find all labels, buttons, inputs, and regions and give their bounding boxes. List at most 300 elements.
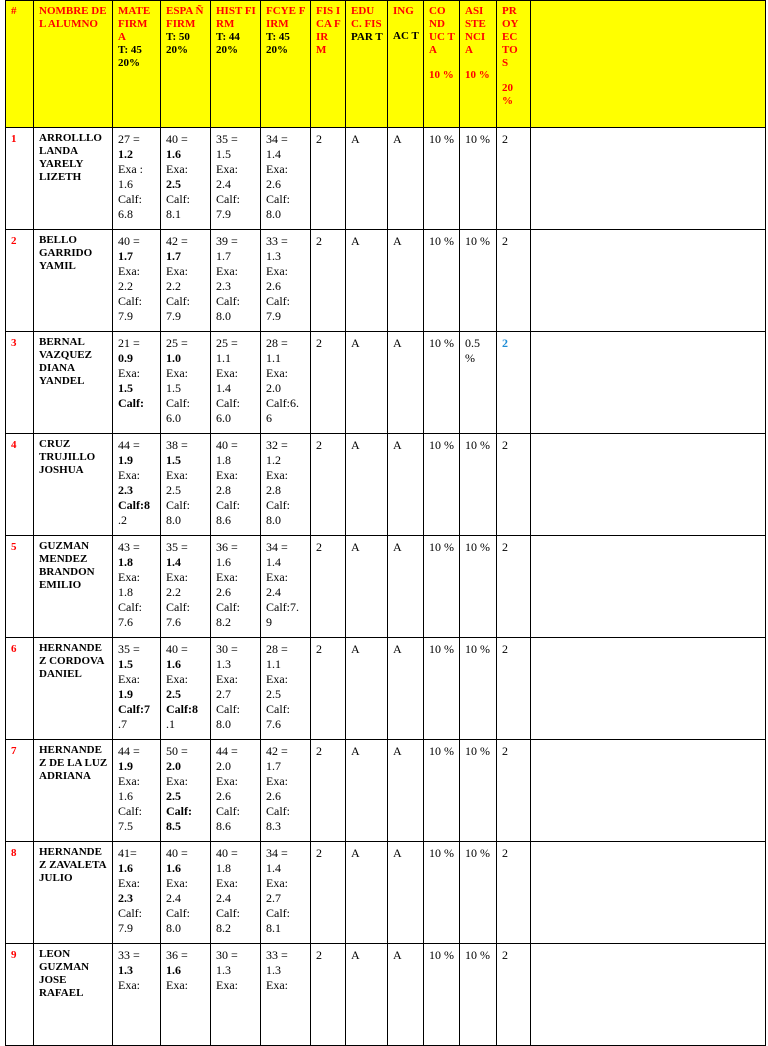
grade-espa-line: Exa: <box>166 162 188 176</box>
grade-fcye-line: 1.3 <box>266 963 281 977</box>
grade-espa-line: 2.5 <box>166 483 181 497</box>
grade-espa-line: Calf: <box>166 294 190 308</box>
empty-cell <box>531 944 766 1046</box>
proyectos-value: 2 <box>497 332 531 434</box>
grade-mate-line: 40 = <box>118 234 140 248</box>
educ-value: A <box>346 740 388 842</box>
student-name: GUZMAN MENDEZ BRANDON EMILIO <box>34 536 113 638</box>
grade-espa <box>161 944 211 1046</box>
grade-espa-line: 7.9 <box>166 309 181 323</box>
grade-hist-line: 1.6 <box>216 555 231 569</box>
student-name: BELLO GARRIDO YAMIL <box>34 230 113 332</box>
grade-hist-line: Calf: <box>216 804 240 818</box>
grade-fcye-line: 2.7 <box>266 891 281 905</box>
grade-fcye-line: Exa: <box>266 672 288 686</box>
conducta-value: 10 % <box>424 434 460 536</box>
grade-fcye-line: Exa: <box>266 774 288 788</box>
table-row <box>6 230 766 332</box>
grade-fcye-line: 6 <box>266 411 272 425</box>
proyectos-value: 2 <box>497 434 531 536</box>
grade-espa <box>161 740 211 842</box>
grade-mate-line: Exa: <box>118 264 140 278</box>
grade-fcye-line: 34 = <box>266 846 288 860</box>
educ-value: A <box>346 536 388 638</box>
grade-espa-line: Calf: <box>166 192 190 206</box>
table-row <box>6 740 766 842</box>
grade-hist <box>211 332 261 434</box>
grade-espa-line: 2.5 <box>166 789 181 803</box>
grade-mate-line: 1.9 <box>118 453 133 467</box>
grade-espa-line: 1.4 <box>166 555 181 569</box>
grade-fcye-line: 8.0 <box>266 207 281 221</box>
grade-espa-line: 2.4 <box>166 891 181 905</box>
grade-mate-line: 1.6 <box>118 177 133 191</box>
grade-hist-line: 44 = <box>216 744 238 758</box>
conducta-value: 10 % <box>424 740 460 842</box>
grade-fcye-line: 32 = <box>266 438 288 452</box>
ing-value: A <box>388 128 424 230</box>
grade-fcye-line: Exa: <box>266 978 288 992</box>
student-name: ARROLLLO LANDA YARELY LIZETH <box>34 128 113 230</box>
grade-espa <box>161 332 211 434</box>
grade-mate-line: 1.3 <box>118 963 133 977</box>
grade-mate <box>113 128 161 230</box>
grade-mate-line: 44 = <box>118 744 140 758</box>
educ-value: A <box>346 638 388 740</box>
grade-espa-line: 1.6 <box>166 963 181 977</box>
grade-fcye-line: 8.1 <box>266 921 281 935</box>
header-asistencia: ASI STE NCI A 10 % <box>460 1 497 128</box>
grade-mate-line: Calf: <box>118 804 142 818</box>
grade-fcye-line: 42 = <box>266 744 288 758</box>
grade-espa-line: 1.0 <box>166 351 181 365</box>
grade-espa-line: 1.5 <box>166 453 181 467</box>
grade-mate <box>113 638 161 740</box>
header-mate: MATE FIRM A T: 45 20% <box>113 1 161 128</box>
grade-fcye-line: 1.4 <box>266 861 281 875</box>
grade-hist-line: Calf: <box>216 702 240 716</box>
grade-hist <box>211 944 261 1046</box>
grade-hist-line: Exa: <box>216 876 238 890</box>
grade-hist-line: 35 = <box>216 132 238 146</box>
grade-espa-line: 42 = <box>166 234 188 248</box>
table-row <box>6 638 766 740</box>
educ-value: A <box>346 944 388 1046</box>
grade-espa-line: .1 <box>166 717 175 731</box>
grade-espa <box>161 536 211 638</box>
row-number: 4 <box>6 434 34 536</box>
grade-fcye-line: 28 = <box>266 336 288 350</box>
grade-hist-line: 36 = <box>216 540 238 554</box>
grade-fcye-line: 2.8 <box>266 483 281 497</box>
table-row <box>6 434 766 536</box>
grade-hist <box>211 230 261 332</box>
grade-fcye-line: 1.3 <box>266 249 281 263</box>
grade-espa <box>161 434 211 536</box>
grade-fcye-line: 2.4 <box>266 585 281 599</box>
table-row <box>6 944 766 1046</box>
grade-fcye-line: Calf: <box>266 192 290 206</box>
grade-hist-line: Calf: <box>216 906 240 920</box>
grade-espa-line: Calf: <box>166 600 190 614</box>
grade-mate-line: Exa: <box>118 876 140 890</box>
grade-mate-line: 1.9 <box>118 687 133 701</box>
grade-mate-line: 21 = <box>118 336 140 350</box>
conducta-value: 10 % <box>424 332 460 434</box>
grade-mate-line: 1.8 <box>118 555 133 569</box>
grade-espa-line: 25 = <box>166 336 188 350</box>
grade-hist-line: 1.1 <box>216 351 231 365</box>
grade-fcye-line: 34 = <box>266 540 288 554</box>
grade-hist-line: 8.2 <box>216 921 231 935</box>
empty-cell <box>531 638 766 740</box>
ing-value: A <box>388 536 424 638</box>
grade-fcye-line: Exa: <box>266 264 288 278</box>
grade-hist-line: 25 = <box>216 336 238 350</box>
grade-espa-line: Exa: <box>166 264 188 278</box>
grade-hist-line: 30 = <box>216 948 238 962</box>
grade-espa-line: Calf: <box>166 498 190 512</box>
grade-fcye <box>261 332 311 434</box>
row-number: 6 <box>6 638 34 740</box>
grade-fcye-line: Calf:7. <box>266 600 299 614</box>
asistencia-value: 10 % <box>460 434 497 536</box>
grade-mate <box>113 332 161 434</box>
grade-mate-line: 0.9 <box>118 351 133 365</box>
grade-mate-line: 7.5 <box>118 819 133 833</box>
grade-fcye <box>261 842 311 944</box>
grade-hist-line: 1.5 <box>216 147 231 161</box>
conducta-value: 10 % <box>424 536 460 638</box>
grade-espa-line: 36 = <box>166 948 188 962</box>
grade-fcye-line: 8.0 <box>266 513 281 527</box>
grade-hist-line: Calf: <box>216 294 240 308</box>
grade-fcye-line: 2.5 <box>266 687 281 701</box>
grade-espa-line: 6.0 <box>166 411 181 425</box>
grade-fcye-line: 1.2 <box>266 453 281 467</box>
grade-mate-line: Calf: <box>118 906 142 920</box>
fisica-value: 2 <box>311 128 346 230</box>
grade-hist-line: 8.6 <box>216 819 231 833</box>
proyectos-value: 2 <box>497 638 531 740</box>
grade-hist-line: 1.4 <box>216 381 231 395</box>
empty-cell <box>531 842 766 944</box>
grade-hist-line: 40 = <box>216 846 238 860</box>
grade-hist-line: Exa: <box>216 468 238 482</box>
grade-fcye-line: Calf: <box>266 804 290 818</box>
grade-fcye-line: 1.1 <box>266 351 281 365</box>
row-number: 3 <box>6 332 34 434</box>
proyectos-value: 2 <box>497 128 531 230</box>
grade-hist-line: 8.2 <box>216 615 231 629</box>
header-row <box>6 1 766 128</box>
grade-espa-line: 35 = <box>166 540 188 554</box>
asistencia-value: 10 % <box>460 230 497 332</box>
grade-espa <box>161 230 211 332</box>
grade-hist-line: 2.8 <box>216 483 231 497</box>
asistencia-value: 10 % <box>460 638 497 740</box>
grade-mate-line: Calf:7 <box>118 702 150 716</box>
grade-hist-line: 2.6 <box>216 585 231 599</box>
row-number: 1 <box>6 128 34 230</box>
grade-hist-line: Exa: <box>216 774 238 788</box>
grade-mate-line: Exa: <box>118 468 140 482</box>
grade-hist <box>211 740 261 842</box>
grade-mate <box>113 740 161 842</box>
grade-espa-line: Calf: <box>166 804 192 818</box>
grade-espa-line: 1.6 <box>166 861 181 875</box>
grade-hist <box>211 128 261 230</box>
grade-mate-line: .2 <box>118 513 127 527</box>
proyectos-value: 2 <box>497 536 531 638</box>
table-row <box>6 332 766 434</box>
grade-mate <box>113 230 161 332</box>
grade-fcye-line: Exa: <box>266 570 288 584</box>
educ-value: A <box>346 842 388 944</box>
ing-value: A <box>388 842 424 944</box>
educ-value: A <box>346 332 388 434</box>
empty-cell <box>531 230 766 332</box>
grade-hist-line: 8.0 <box>216 717 231 731</box>
grade-mate <box>113 434 161 536</box>
conducta-value: 10 % <box>424 230 460 332</box>
grade-fcye-line: Calf:6. <box>266 396 299 410</box>
grade-espa-line: Exa: <box>166 570 188 584</box>
grade-mate-line: 1.6 <box>118 861 133 875</box>
grade-espa-line: 1.6 <box>166 147 181 161</box>
grade-fcye-line: 2.6 <box>266 177 281 191</box>
grade-fcye-line: Calf: <box>266 702 290 716</box>
grade-mate-line: 7.9 <box>118 309 133 323</box>
grade-mate-line: 43 = <box>118 540 140 554</box>
grade-espa-line: Calf: <box>166 906 190 920</box>
grade-mate-line: 1.5 <box>118 381 133 395</box>
grade-mate-line: Exa: <box>118 366 140 380</box>
grade-hist-line: 30 = <box>216 642 238 656</box>
fisica-value: 2 <box>311 230 346 332</box>
row-number: 7 <box>6 740 34 842</box>
grade-hist-line: 8.0 <box>216 309 231 323</box>
header-num: # <box>6 1 34 128</box>
fisica-value: 2 <box>311 638 346 740</box>
grade-espa-line: 2.5 <box>166 687 181 701</box>
grade-hist-line: Exa: <box>216 978 238 992</box>
header-conducta: CO ND UC TA 10 % <box>424 1 460 128</box>
grade-fcye-line: 9 <box>266 615 272 629</box>
grade-hist-line: 2.3 <box>216 279 231 293</box>
grade-fcye-line: Exa: <box>266 162 288 176</box>
grade-fcye <box>261 944 311 1046</box>
grade-hist-line: 40 = <box>216 438 238 452</box>
grade-fcye-line: 33 = <box>266 234 288 248</box>
grade-mate <box>113 536 161 638</box>
table-row <box>6 536 766 638</box>
grade-espa-line: 40 = <box>166 846 188 860</box>
grade-espa-line: Exa: <box>166 876 188 890</box>
conducta-value: 10 % <box>424 944 460 1046</box>
conducta-value: 10 % <box>424 638 460 740</box>
grade-hist-line: Calf: <box>216 600 240 614</box>
educ-value: A <box>346 434 388 536</box>
row-number: 2 <box>6 230 34 332</box>
ing-value: A <box>388 638 424 740</box>
grade-mate <box>113 842 161 944</box>
educ-value: A <box>346 230 388 332</box>
grade-fcye-line: 1.1 <box>266 657 281 671</box>
fisica-value: 2 <box>311 944 346 1046</box>
grade-hist-line: Exa: <box>216 366 238 380</box>
grade-fcye-line: Exa: <box>266 468 288 482</box>
ing-value: A <box>388 740 424 842</box>
grade-hist-line: 2.4 <box>216 177 231 191</box>
grade-hist-line: 2.4 <box>216 891 231 905</box>
fisica-value: 2 <box>311 434 346 536</box>
grade-hist-line: 1.3 <box>216 963 231 977</box>
educ-value: A <box>346 128 388 230</box>
grade-espa-line: Calf:8 <box>166 702 198 716</box>
grade-espa-line: 1.6 <box>166 657 181 671</box>
grade-hist-line: 2.7 <box>216 687 231 701</box>
grade-espa-line: 8.1 <box>166 207 181 221</box>
grade-espa-line: Exa: <box>166 672 188 686</box>
grade-espa-line: 50 = <box>166 744 188 758</box>
grade-espa-line: 40 = <box>166 642 188 656</box>
grade-mate-line: 2.3 <box>118 891 133 905</box>
grade-mate-line: 44 = <box>118 438 140 452</box>
grade-fcye-line: 33 = <box>266 948 288 962</box>
grade-espa-line: Exa: <box>166 366 188 380</box>
grade-mate-line: Calf: <box>118 600 142 614</box>
empty-cell <box>531 434 766 536</box>
grade-espa-line: 8.0 <box>166 921 181 935</box>
header-fcye: FCYE FIRM T: 45 20% <box>261 1 311 128</box>
grade-fcye-line: 7.6 <box>266 717 281 731</box>
grade-hist-line: Exa: <box>216 672 238 686</box>
table-row <box>6 842 766 944</box>
header-nombre: NOMBRE DEL ALUMNO <box>34 1 113 128</box>
asistencia-value: 10 % <box>460 128 497 230</box>
grade-mate-line: Calf:8 <box>118 498 150 512</box>
grade-hist-line: 1.8 <box>216 453 231 467</box>
ing-value: A <box>388 434 424 536</box>
grade-fcye-line: 34 = <box>266 132 288 146</box>
grade-mate-line: 1.2 <box>118 147 133 161</box>
grade-mate <box>113 944 161 1046</box>
header-fisica: FIS ICA FIR M <box>311 1 346 128</box>
grade-fcye-line: Calf: <box>266 294 290 308</box>
grade-hist-line: 6.0 <box>216 411 231 425</box>
empty-cell <box>531 332 766 434</box>
asistencia-value: 10 % <box>460 536 497 638</box>
grade-fcye-line: 1.4 <box>266 555 281 569</box>
grade-mate-line: 2.2 <box>118 279 133 293</box>
grade-espa-line: 38 = <box>166 438 188 452</box>
fisica-value: 2 <box>311 842 346 944</box>
grade-espa-line: 1.5 <box>166 381 181 395</box>
student-name: BERNAL VAZQUEZ DIANA YANDEL <box>34 332 113 434</box>
grade-mate-line: 41= <box>118 846 137 860</box>
grade-mate-line: 1.8 <box>118 585 133 599</box>
table-row <box>6 128 766 230</box>
grade-hist-line: 8.6 <box>216 513 231 527</box>
grade-fcye-line: 7.9 <box>266 309 281 323</box>
grade-mate-line: 1.9 <box>118 759 133 773</box>
grade-fcye <box>261 638 311 740</box>
grade-hist <box>211 434 261 536</box>
header-empty <box>531 1 766 128</box>
grade-mate-line: Exa: <box>118 672 140 686</box>
grade-mate-line: 1.5 <box>118 657 133 671</box>
asistencia-value: 10 % <box>460 944 497 1046</box>
grade-hist-line: 2.6 <box>216 789 231 803</box>
grade-fcye <box>261 230 311 332</box>
grade-fcye-line: Calf: <box>266 498 290 512</box>
grade-fcye-line: Exa: <box>266 366 288 380</box>
grade-fcye-line: 2.6 <box>266 789 281 803</box>
grade-fcye-line: Exa: <box>266 876 288 890</box>
grade-fcye-line: 2.6 <box>266 279 281 293</box>
grade-espa-line: 2.5 <box>166 177 181 191</box>
proyectos-value: 2 <box>497 944 531 1046</box>
grade-fcye-line: 28 = <box>266 642 288 656</box>
grade-espa-line: 7.6 <box>166 615 181 629</box>
grade-espa-line: Exa: <box>166 774 188 788</box>
grade-hist <box>211 842 261 944</box>
grade-mate-line: 6.8 <box>118 207 133 221</box>
grade-mate-line: .7 <box>118 717 127 731</box>
asistencia-value: 0.5 % <box>460 332 497 434</box>
header-hist: HIST FIRM T: 44 20% <box>211 1 261 128</box>
student-name: HERNANDE Z CORDOVA DANIEL <box>34 638 113 740</box>
grade-hist-line: Calf: <box>216 498 240 512</box>
proyectos-value: 2 <box>497 740 531 842</box>
grade-hist <box>211 536 261 638</box>
grade-fcye <box>261 740 311 842</box>
grade-mate-line: Calf: <box>118 396 144 410</box>
grade-espa-line: 2.0 <box>166 759 181 773</box>
row-number: 5 <box>6 536 34 638</box>
grade-fcye <box>261 128 311 230</box>
grade-hist-line: Exa: <box>216 264 238 278</box>
grade-mate-line: Exa: <box>118 774 140 788</box>
grade-fcye-line: 8.3 <box>266 819 281 833</box>
grade-hist <box>211 638 261 740</box>
grade-mate-line: Exa : <box>118 162 143 176</box>
conducta-value: 10 % <box>424 128 460 230</box>
student-name: HERNANDE Z ZAVALETA JULIO <box>34 842 113 944</box>
empty-cell <box>531 128 766 230</box>
header-espa: ESPA Ñ FIRM T: 50 20% <box>161 1 211 128</box>
empty-cell <box>531 536 766 638</box>
grade-hist-line: 7.9 <box>216 207 231 221</box>
conducta-value: 10 % <box>424 842 460 944</box>
ing-value: A <box>388 230 424 332</box>
student-name: LEON GUZMAN JOSE RAFAEL <box>34 944 113 1046</box>
grade-mate-line: Exa: <box>118 570 140 584</box>
student-name: HERNANDE Z DE LA LUZ ADRIANA <box>34 740 113 842</box>
student-name: CRUZ TRUJILLO JOSHUA <box>34 434 113 536</box>
grade-mate-line: Calf: <box>118 192 142 206</box>
ing-value: A <box>388 332 424 434</box>
grade-espa-line: 2.2 <box>166 585 181 599</box>
grade-hist-line: 1.7 <box>216 249 231 263</box>
grade-mate-line: 27 = <box>118 132 140 146</box>
header-proyectos: PR OY EC TO S 20 % <box>497 1 531 128</box>
grade-mate-line: 35 = <box>118 642 140 656</box>
grade-espa-line: Exa: <box>166 468 188 482</box>
proyectos-value: 2 <box>497 230 531 332</box>
grade-fcye-line: 2.0 <box>266 381 281 395</box>
